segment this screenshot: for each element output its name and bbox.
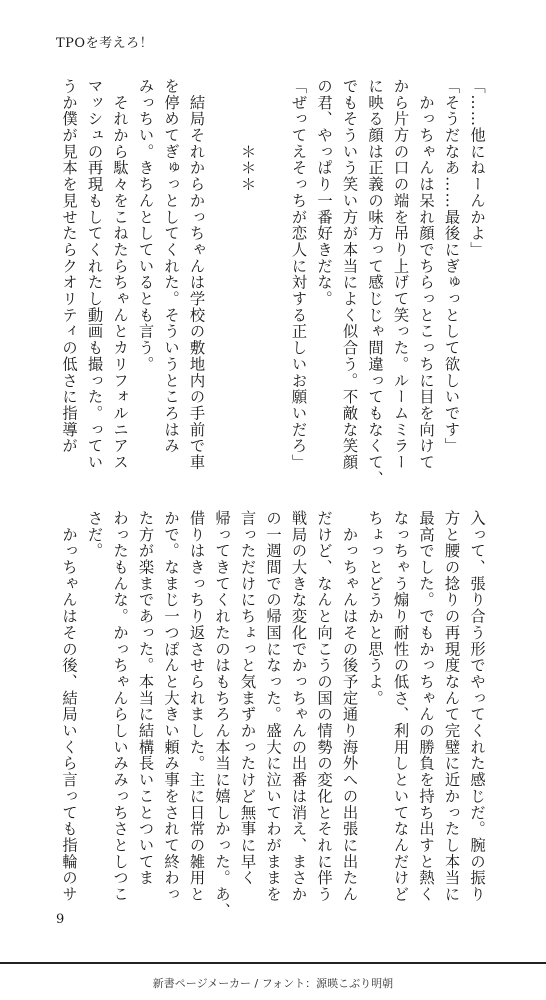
text-column: ちょっとどうかと思うよ。 (366, 510, 384, 707)
text-column: の一週間での帰国になった。盛大に泣いてわがままを (264, 510, 282, 903)
text-column: 入って、張り合う形でやってくれた感じだ。腕の振り (468, 510, 486, 903)
text-column: の君、やっぱり一番好きだな。 (315, 78, 333, 307)
text-column: みっちい。きちんとしているとも言う。 (136, 78, 155, 373)
text-block-bottom (56, 510, 490, 920)
text-column: さだ。 (85, 510, 104, 560)
text-column: それから駄々をこねたらちゃんとカリフォルニアス (111, 78, 129, 471)
text-column: かっちゃんはその後予定通り海外への出張に出たん (340, 510, 359, 903)
text-column (260, 78, 286, 478)
footer-credit: 新書ページメーカー / フォント：源暎こぶり明朝 (152, 977, 394, 990)
text-column: かっちゃんはその後、結局いくら言っても指輪のサ (60, 510, 78, 903)
text-column: ＊＊＊ (238, 78, 257, 193)
text-column: 結局それからかっちゃんは学校の敷地内の手前で車 (187, 78, 206, 471)
text-column (209, 78, 235, 478)
text-column: わったもんな。かっちゃんらしいみみっちさとしつこ (111, 510, 129, 903)
text-column: 言っただけにちょっと気まずかったけど無事に早く (238, 510, 257, 887)
text-column: た方が楽まであった。本当に結構長いことついてま (136, 510, 155, 887)
text-column: 「そうだなあ……最後にぎゅっとして欲しいです」 (442, 78, 461, 455)
text-column: でもそういう笑い方が本当によく似合う。不敵な笑顔 (340, 78, 359, 471)
text-block-top (56, 78, 490, 487)
text-column: を停めてぎゅっとしてくれた。そういうところはみ (162, 78, 180, 455)
text-column: マッシュの再現もしてくれたし動画も撮った。ってい (85, 78, 104, 471)
text-column: かで。なまじ一つぽんと大きい頼み事をされて終わっ (162, 510, 180, 903)
text-column: うか僕が見本を見せたらクオリティの低さに指導が (60, 78, 78, 455)
text-column: だけど、なんと向こうの国の情勢の変化とそれに伴う (315, 510, 333, 903)
page-number: 9 (56, 912, 65, 927)
text-column: 借りはきっちり返させられました。主に日常の雑用と (187, 510, 206, 903)
text-column: 方と腰の捻りの再現度なんて完璧に近かったし本当に (442, 510, 461, 903)
text-column: 「ぜってえそっちが恋人に対する正しいお願いだろ」 (289, 78, 308, 471)
text-column: 帰ってきてくれたのはもちろん本当に嬉しかった。あ、 (213, 510, 231, 919)
text-column: 最高でした。でもかっちゃんの勝負を持ち出すと熱く (417, 510, 435, 903)
text-column: 「……他にねーんかよ」 (468, 78, 486, 258)
text-column: なっちゃう煽り耐性の低さ、利用しといてなんだけど (391, 510, 410, 903)
running-title: TPOを考えろ！ (56, 36, 154, 51)
text-column: から片方の口の端を吊り上げて笑った。ルームミラー (391, 78, 410, 471)
text-column: に映る顔は正義の味方って感じじゃ間違ってもなくて、 (366, 78, 384, 487)
text-column: 戦局の大きな変化でかっちゃんの出番は消え、まさか (289, 510, 308, 903)
text-column: かっちゃんは呆れ顔でちらっとこっちに目を向けて (417, 78, 435, 471)
